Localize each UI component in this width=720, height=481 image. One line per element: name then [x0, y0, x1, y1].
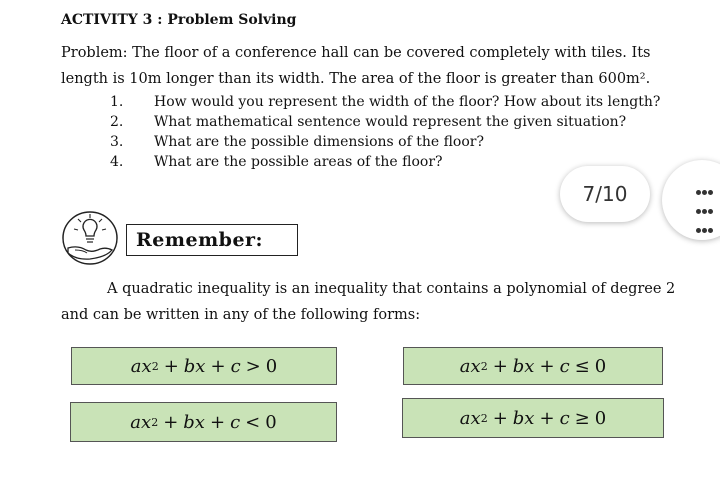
- definition-text: A quadratic inequality is an inequality that contains a polynomial of degree 2 and can be written in any of the following forms:: [61, 281, 676, 323]
- term-c: c: [559, 407, 570, 429]
- question-number: 2.: [110, 114, 124, 130]
- question-text: What mathematical sentence would represent the given situation?: [154, 114, 627, 130]
- inequality-form-greater-equal: [402, 398, 664, 438]
- plus-sign: +: [163, 355, 179, 377]
- inequality-form-less: [70, 402, 337, 442]
- zero: 0: [594, 355, 607, 377]
- relation-sign: >: [245, 355, 261, 377]
- plus-sign: +: [492, 407, 508, 429]
- question-list: [110, 92, 660, 172]
- question-number: 3.: [110, 134, 124, 150]
- exponent: 2: [151, 415, 159, 429]
- plus-sign: +: [492, 355, 508, 377]
- exponent: 2: [480, 411, 488, 425]
- zero: 0: [265, 355, 278, 377]
- inequality-form-less-equal: [403, 347, 663, 385]
- relation-sign: ≤: [574, 355, 590, 377]
- question-number: 4.: [110, 154, 124, 170]
- more-dots-icon: [696, 181, 716, 238]
- plus-sign: +: [210, 355, 226, 377]
- term-a: ax: [130, 355, 152, 377]
- more-options-button[interactable]: [662, 160, 720, 240]
- activity-heading: ACTIVITY 3 : Problem Solving: [61, 12, 297, 28]
- plus-sign: +: [209, 411, 226, 433]
- question-text: What are the possible dimensions of the floor?: [154, 134, 484, 150]
- list-item: [110, 132, 660, 152]
- term-a: ax: [459, 407, 481, 429]
- term-c: c: [559, 355, 570, 377]
- relation-sign: ≥: [574, 407, 590, 429]
- term-c: c: [230, 355, 241, 377]
- plus-sign: +: [539, 407, 555, 429]
- zero: 0: [594, 407, 607, 429]
- term-a: ax: [459, 355, 481, 377]
- term-b: bx: [512, 355, 535, 377]
- page-indicator-text: 7/10: [582, 182, 628, 206]
- term-b: bx: [183, 411, 205, 433]
- remember-label: [126, 224, 298, 256]
- plus-sign: +: [163, 411, 179, 433]
- question-text: How would you represent the width of the floor? How about its length?: [154, 94, 661, 110]
- list-item: [110, 92, 660, 112]
- relation-sign: <: [245, 411, 261, 433]
- term-a: ax: [130, 411, 152, 433]
- problem-text: Problem: The floor of a conference hall can be covered completely with tiles. Its length is 10m longer than its width. The area of the floor is greater than 600m².: [61, 45, 651, 87]
- term-b: bx: [512, 407, 535, 429]
- list-item: [110, 112, 660, 132]
- question-text: What are the possible areas of the floor?: [154, 154, 443, 170]
- plus-sign: +: [539, 355, 555, 377]
- question-number: 1.: [110, 94, 124, 110]
- inequality-form-greater: [71, 347, 337, 385]
- page-indicator[interactable]: [560, 166, 650, 222]
- term-b: bx: [183, 355, 206, 377]
- remember-text: Remember:: [136, 229, 264, 251]
- exponent: 2: [151, 359, 159, 373]
- zero: 0: [265, 411, 277, 433]
- term-c: c: [230, 411, 241, 433]
- exponent: 2: [480, 359, 488, 373]
- lightbulb-hand-icon: [61, 210, 121, 266]
